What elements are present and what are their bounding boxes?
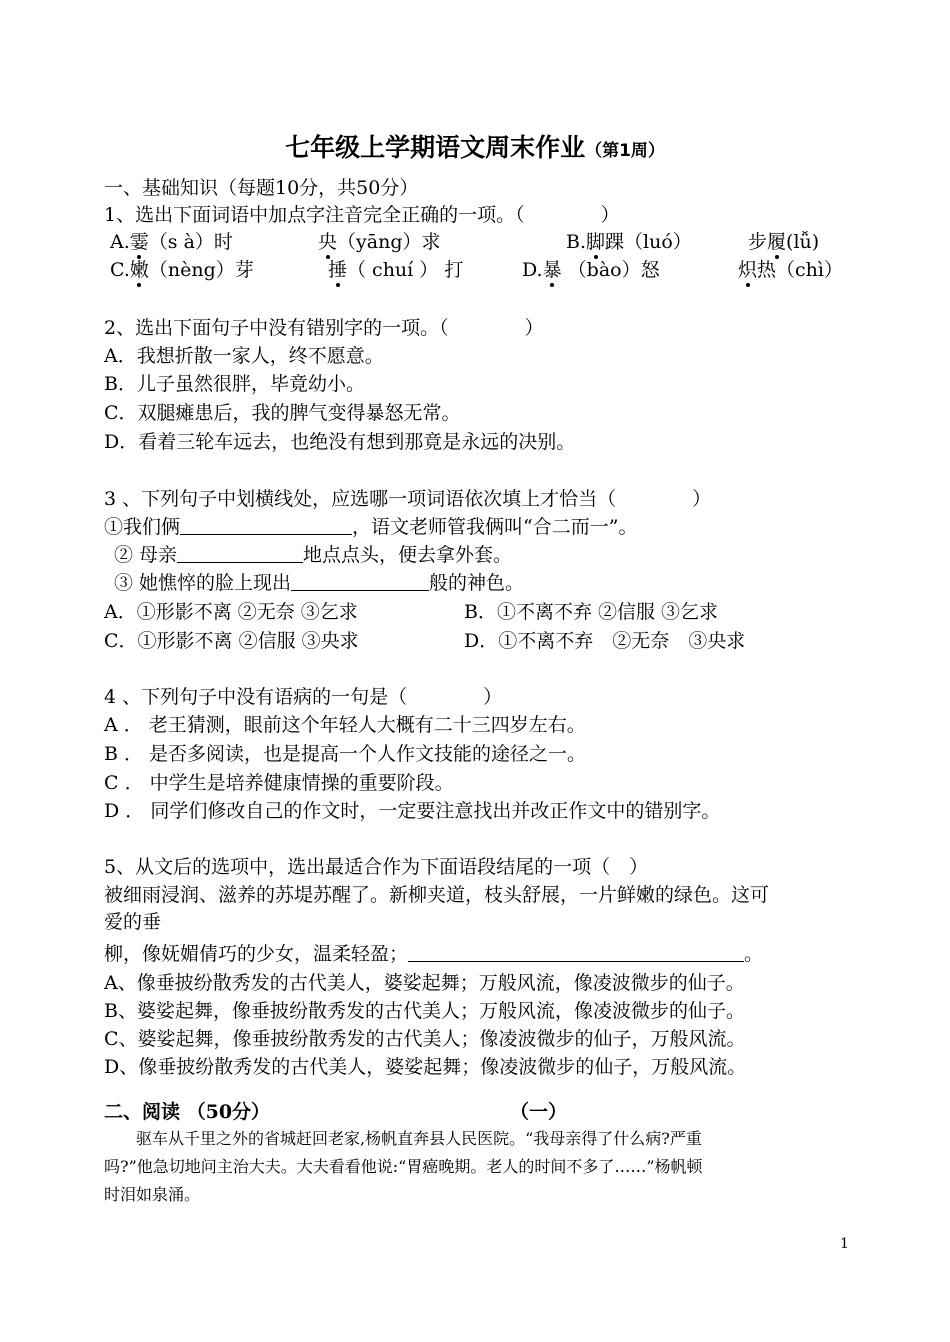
q4-option-a: A ． 老王猜测，眼前这个年轻人大概有二十三四岁左右。 [104, 714, 586, 736]
q3-option-b: B．①不离不弃 ②信服 ③乞求 [464, 601, 719, 623]
q1-b2-dotted-char: 履 [767, 231, 787, 253]
q5-option-b: B、婆娑起舞，像垂披纷散秀发的古代美人；万般风流，像凌波微步的仙子。 [104, 1000, 745, 1022]
q1-stem: 1、选出下面词语中加点字注音完全正确的一项。（ ） [104, 204, 620, 226]
q5-passage-line-1: 被细雨浸润、滋养的苏堤苏醒了。新柳夹道，枝头舒展，一片鲜嫩的绿色。这可 [104, 884, 770, 906]
q5-passage-line-3: 柳，像妩媚倩巧的少女，温柔轻盈； 。 [104, 943, 764, 965]
q5-option-a: A、像垂披纷散秀发的古代美人，婆娑起舞；万般风流，像凌波微步的仙子。 [104, 972, 745, 994]
q1-b1-dotted-char: 脚 [586, 231, 606, 253]
q3-option-a: A．①形影不离 ②无奈 ③乞求 [104, 601, 358, 623]
q1-option-b2: 步履(lǚ) [748, 231, 820, 253]
q1-a1-dotted-char: 霎 [129, 231, 149, 253]
section1-heading: 一、基础知识（每题10分，共50分） [104, 177, 419, 199]
q2-option-d: D．看着三轮车远去，也绝没有想到那竟是永远的决别。 [104, 431, 576, 453]
q3-option-c: C．①形影不离 ②信服 ③央求 [104, 630, 359, 652]
q1-option-c: C.嫩（nèng）芽 [110, 259, 254, 281]
q5-stem: 5、从文后的选项中，选出最适合作为下面语段结尾的一项（ ） [104, 856, 649, 878]
q3-stem: 3 、下列句子中划横线处，应选哪一项词语依次填上才恰当（ ） [104, 488, 712, 510]
title-main: 七年级上学期语文周末作业 [285, 133, 586, 162]
q2-option-c: C．双腿瘫患后，我的脾气变得暴怒无常。 [104, 402, 461, 424]
q4-stem: 4 、下列句子中没有语病的一句是（ ） [104, 686, 503, 708]
q1-option-a2: 央（yāng）求 [318, 231, 441, 253]
q1-option-b: B.脚踝（luó） [566, 231, 692, 253]
q3-option-d: D．①不离不弃 ②无奈 ③央求 [464, 630, 746, 652]
q4-option-b: B ． 是否多阅读，也是提高一个人作文技能的途径之一。 [104, 743, 587, 765]
fill-blank[interactable] [291, 572, 429, 591]
q3-sentence-1: ①我们俩 ，语文老师管我俩叫“合二而一”。 [104, 516, 638, 538]
q1-option-c2: 捶（ chuí ） 打 [328, 259, 464, 281]
reading-paragraph-line-1: 驱车从千里之外的省城赶回老家,杨帆直奔县人民医院。“我母亲得了什么病?严重 [104, 1129, 702, 1148]
q3-sentence-3: ③ 她憔悴的脸上现出 般的神色。 [114, 572, 525, 594]
q1-option-d2: 炽热（chì） [738, 259, 843, 281]
q1-c2-dotted-char: 捶 [328, 259, 348, 281]
q2-stem: 2、选出下面句子中没有错别字的一项。（ ） [104, 317, 544, 339]
section2-part-label: （一） [510, 1101, 568, 1123]
q1-c1-dotted-char: 嫩 [129, 259, 149, 281]
page-number: 1 [840, 1236, 849, 1252]
q1-d1-dotted-char: 暴 [542, 259, 562, 281]
q4-option-c: C ． 中学生是培养健康情操的重要阶段。 [104, 772, 454, 794]
reading-paragraph-line-2: 吗?”他急切地问主治大夫。大夫看看他说:“胃癌晚期。老人的时间不多了……”杨帆顿 [104, 1157, 703, 1176]
page-title [0, 128, 950, 164]
q5-passage-line-2: 爱的垂 [104, 911, 162, 933]
reading-paragraph-line-3: 时泪如泉涌。 [104, 1185, 201, 1204]
q1-a2-dotted-char: 央 [318, 231, 338, 253]
title-sub: （第1周） [585, 141, 665, 161]
q5-option-c: C、婆娑起舞，像垂披纷散秀发的古代美人；像凌波微步的仙子，万般风流。 [104, 1028, 746, 1050]
q2-option-b: B．儿子虽然很胖，毕竟幼小。 [104, 373, 365, 395]
q5-option-d: D、像垂披纷散秀发的古代美人，婆娑起舞；像凌波微步的仙子，万般风流。 [104, 1056, 747, 1078]
q1-option-a: A.霎（s à）时 [110, 231, 233, 253]
q1-d2-dotted-char: 炽 [738, 259, 758, 281]
q1-option-d: D.暴 （bào）怒 [522, 259, 660, 281]
fill-blank[interactable] [180, 516, 352, 535]
section2-heading: 二、阅读 （50分） [104, 1101, 271, 1123]
q4-option-d: D ． 同学们修改自己的作文时，一定要注意找出并改正作文中的错别字。 [104, 800, 721, 822]
fill-blank[interactable] [408, 943, 744, 962]
fill-blank[interactable] [177, 544, 303, 563]
q2-option-a: A．我想折散一家人，终不愿意。 [104, 345, 384, 367]
q3-sentence-2: ② 母亲 地点点头，便去拿外套。 [114, 544, 513, 566]
